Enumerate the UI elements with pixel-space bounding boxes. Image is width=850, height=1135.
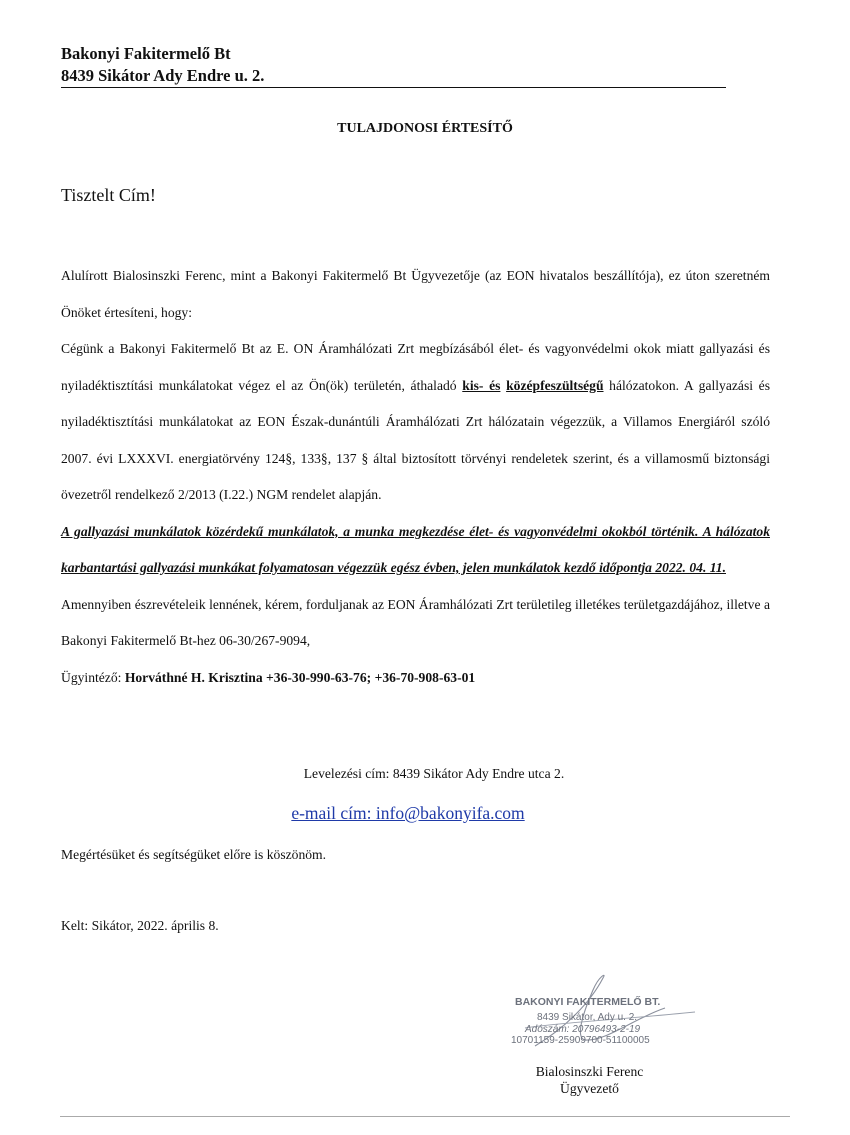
document-title: TULAJDONOSI ÉRTESÍTŐ [337, 121, 513, 136]
paragraph-intro: Alulírott Bialosinszki Ferenc, mint a Bakonyi Fakitermelő Bt Ügyvezetője (az EON hivatalos beszállítója), ez úton szeretném Önöket értesíteni, hogy: [61, 268, 770, 320]
signer-name: Bialosinszki Ferenc [535, 1064, 644, 1079]
company-stamp [495, 968, 715, 1058]
contact-value: Horváthné H. Krisztina +36-30-990-63-76; +36-70-908-63-01 [124, 669, 476, 685]
footer-rule [60, 1116, 790, 1117]
work-text-before: Cégünk a Bakonyi Fakitermelő Bt az E. ON Áramhálózati Zrt megbízásából élet- és vagyonvédelmi okok miatt gallyazási és nyiladéktisztítási munkálatokat végez el az Ön(ök) területén, áthaladó [61, 341, 770, 393]
company-name: Bakonyi Fakitermelő Bt [61, 44, 231, 63]
contact-label: Ügyintéző: [61, 669, 125, 685]
date-line: Kelt: Sikátor, 2022. április 8. [61, 918, 219, 933]
highlight-medium-voltage: középfeszültségű [506, 377, 604, 393]
thanks-line: Megértésüket és segítségüket előre is köszönöm. [61, 847, 327, 862]
signer-role: Ügyvezető [560, 1081, 619, 1096]
stamp-line-4: 10701159-25909700-51100005 [511, 1035, 650, 1046]
company-address: 8439 Sikátor Ady Endre u. 2. [61, 66, 726, 88]
paragraph-notice: A gallyazási munkálatok közérdekű munkálatok, a munka megkezdése élet- és vagyonvédelmi okokból történik. A hálózatok karbantartási gallyazási munkákat folyamatosan végezzük egész évben, jelen munkálatok kezdő időpontja 2022. 04. 11. [61, 523, 770, 575]
greeting: Tisztelt Cím! [61, 185, 156, 205]
mailing-address: Levelezési cím: 8439 Sikátor Ady Endre utca 2. [303, 766, 565, 781]
paragraph-contact: Amennyiben észrevételeik lennének, kérem, forduljanak az EON Áramhálózati Zrt területileg illetékes területgazdájához, illetve a Bakonyi Fakitermelő Bt-hez 06-30/267-9094, [61, 596, 770, 648]
signature-block [527, 1063, 652, 1097]
letter-body [61, 258, 770, 696]
stamp-line-2: 8439 Sikátor, Ady u. 2. [537, 1012, 638, 1023]
paragraph-work [61, 331, 770, 514]
stamp-line-3: Adószám: 20796493-2-19 [525, 1024, 641, 1035]
stamp-line-1: BAKONYI FAKITERMELŐ BT. [515, 996, 661, 1008]
work-text-after: hálózatokon. A gallyazási és nyiladéktisztítási munkálatokat az EON Észak-dunántúli Áramhálózati Zrt hálózatain végezzük, a Villamos Energiáról szóló 2007. évi LXXXVI. energiatörvény 124§, 133§, 137 § által biztosított törvényi rendeletek szerint, és a villamosmű biztonsági övezetről rendelkező 2/2013 (I.22.) NGM rendelet alapján. [61, 377, 770, 502]
highlight-low-voltage: kis- és [462, 377, 501, 393]
contact-person [61, 660, 770, 697]
email-link[interactable]: e-mail cím: info@bakonyifa.com [291, 803, 525, 823]
